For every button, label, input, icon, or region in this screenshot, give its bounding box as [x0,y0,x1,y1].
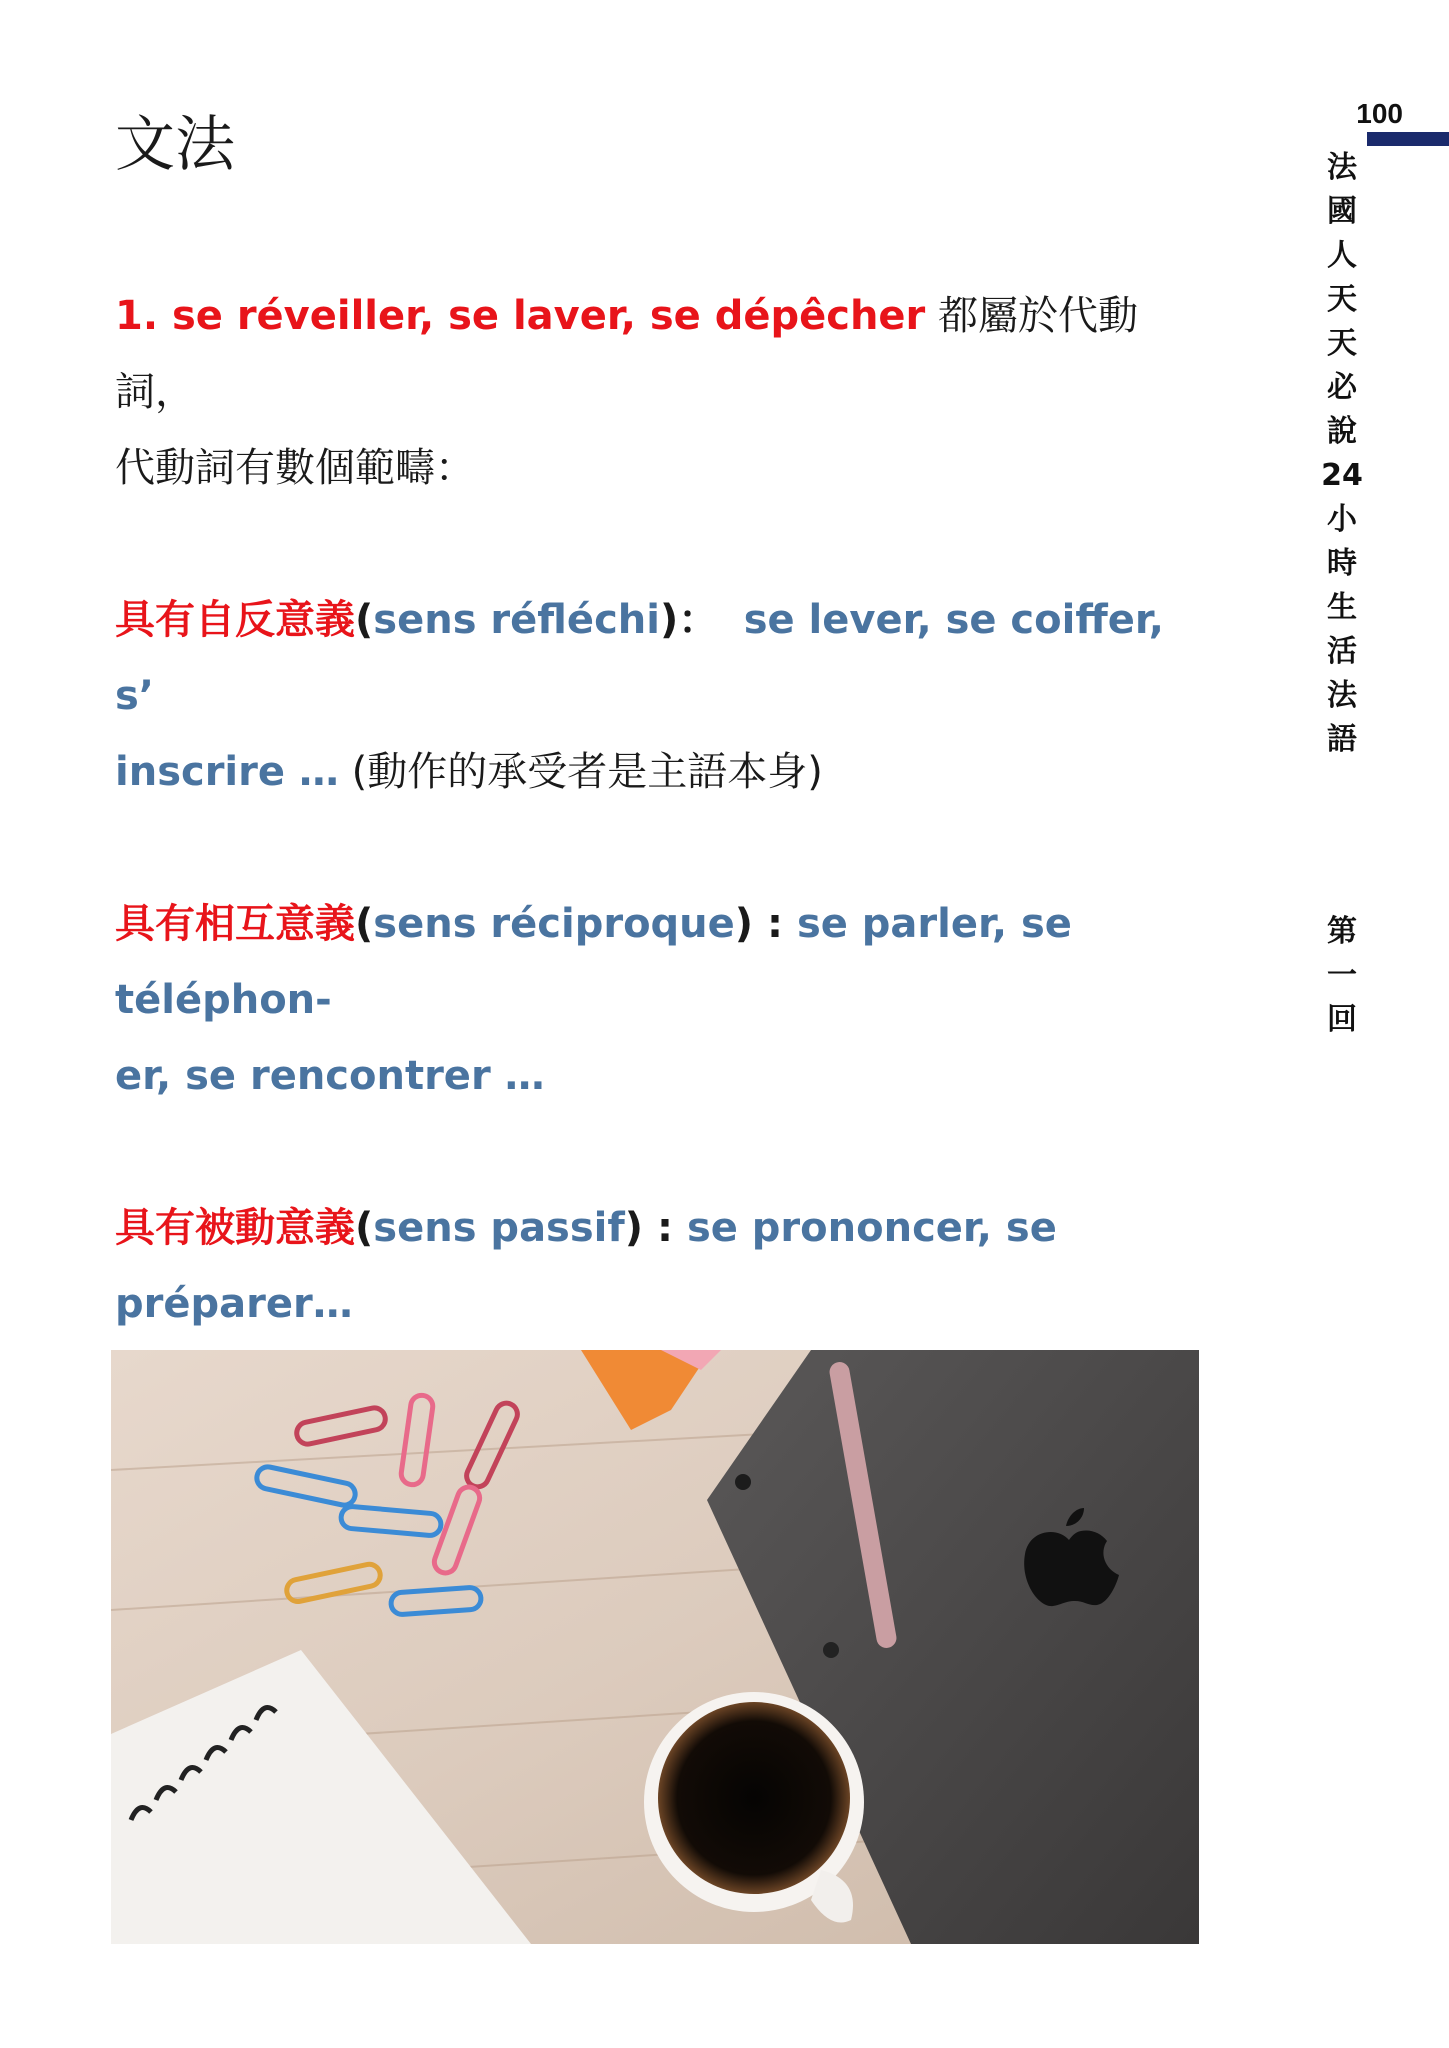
vertical-char: 小 [1327,502,1357,537]
category-examples: inscrire … [115,749,339,795]
chapter-label-vertical [1320,910,1364,1042]
intro-verbs: 1. se réveiller, se laver, se dépêcher [115,293,926,339]
vertical-char: 生 [1327,590,1357,625]
grammar-intro [115,278,1185,506]
vertical-char: 時 [1327,546,1357,581]
category-label: 具有相互意義 [115,901,355,947]
vertical-char: 天 [1327,326,1357,361]
vertical-char: 回 [1327,1002,1357,1037]
vertical-char: 第 [1327,914,1357,949]
category-label: 具有自反意義 [115,597,355,643]
vertical-char: 語 [1327,722,1357,757]
vertical-char: 法 [1327,150,1357,185]
vertical-char: 必 [1327,370,1357,405]
category-note: (動作的承受者是主語本身) [338,749,823,795]
category-examples: se prononcer, se préparer… [115,1205,1057,1327]
vertical-char: 法 [1327,678,1357,713]
vertical-char: 國 [1327,194,1357,229]
category-passive: 具有被動意義(sens passif) : se prononcer, se préparer… [115,1205,1057,1327]
page-number: 100 [1356,98,1403,129]
category-reflexive: 具有自反意義(sens réfléchi)： se lever, se coiffer, s’ inscrire … (動作的承受者是主語本身) [115,597,1164,795]
category-term: sens passif [373,1205,625,1251]
vertical-char: 一 [1327,958,1357,993]
vertical-char: 天 [1327,282,1357,317]
vertical-char: 24 [1321,458,1363,493]
page-number-bar [1367,132,1449,146]
intro-rest: 都屬於代動詞， [115,293,1138,415]
vertical-char: 說 [1327,414,1357,449]
book-title-vertical [1320,146,1364,762]
category-examples: se lever, se coiffer, s’ [115,597,1164,719]
category-reciprocal: 具有相互意義(sens réciproque) : se parler, se téléphon- er, se rencontrer … [115,901,1072,1099]
page-title: 文法 [115,110,235,180]
desk-photo [111,1350,1199,1944]
vertical-char: 活 [1327,634,1357,669]
category-examples: se parler, se téléphon- [115,901,1072,1023]
intro-line2: 代動詞有數個範疇： [115,445,475,491]
category-term: sens réciproque [373,901,735,947]
vertical-char: 人 [1327,238,1357,273]
category-term: sens réfléchi [373,597,660,643]
category-examples: er, se rencontrer … [115,1053,545,1099]
category-label: 具有被動意義 [115,1205,355,1251]
